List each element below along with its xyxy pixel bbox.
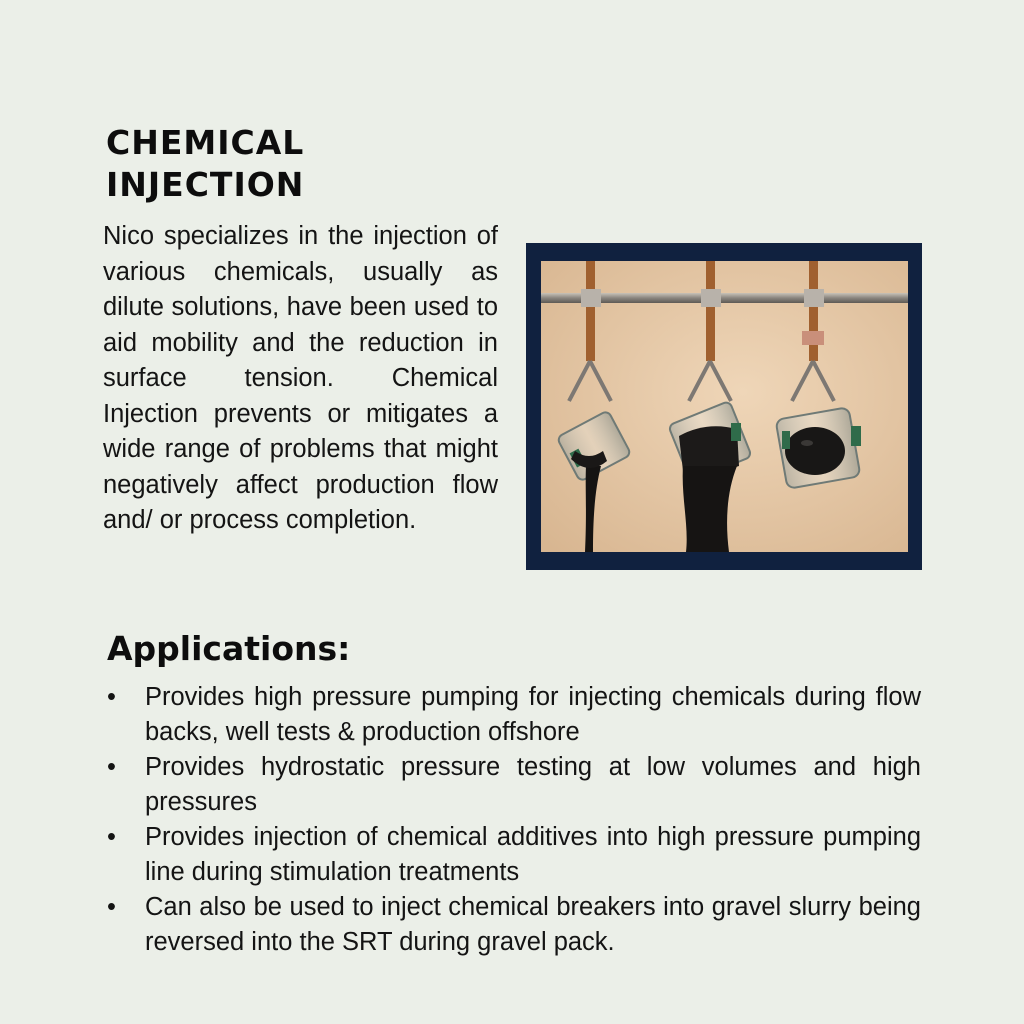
page-title-line-2: INJECTION	[106, 165, 305, 204]
applications-heading: Applications:	[107, 629, 351, 668]
bullet-icon: •	[107, 823, 116, 851]
list-item-text: Can also be used to inject chemical breakers into gravel slurry being reversed into the SRT during gravel pack.	[145, 893, 921, 956]
page-title-line-1: CHEMICAL	[106, 123, 305, 162]
intro-paragraph: Nico specializes in the injection of various chemicals, usually as dilute solutions, have been used to aid mobility and the reduction in surface tension. Chemical Injection prevents or mitigates a wide range of problems that might negatively affect production flow and/ or process completion.	[103, 222, 498, 534]
list-item	[103, 820, 921, 890]
page-title	[106, 122, 304, 206]
list-item-text: Provides high pressure pumping for injecting chemicals during flow backs, well tests & production offshore	[145, 683, 921, 746]
list-item-text: Provides hydrostatic pressure testing at low volumes and high pressures	[145, 753, 921, 816]
bullet-icon: •	[107, 893, 116, 921]
photo-frame	[526, 243, 922, 570]
bullet-icon: •	[107, 753, 116, 781]
list-item	[103, 680, 921, 750]
list-item-text: Provides injection of chemical additives into high pressure pumping line during stimulation treatments	[145, 823, 921, 886]
beakers-photo	[541, 261, 908, 552]
bullet-icon: •	[107, 683, 116, 711]
list-item	[103, 890, 921, 960]
list-item	[103, 750, 921, 820]
applications-list	[103, 680, 921, 960]
